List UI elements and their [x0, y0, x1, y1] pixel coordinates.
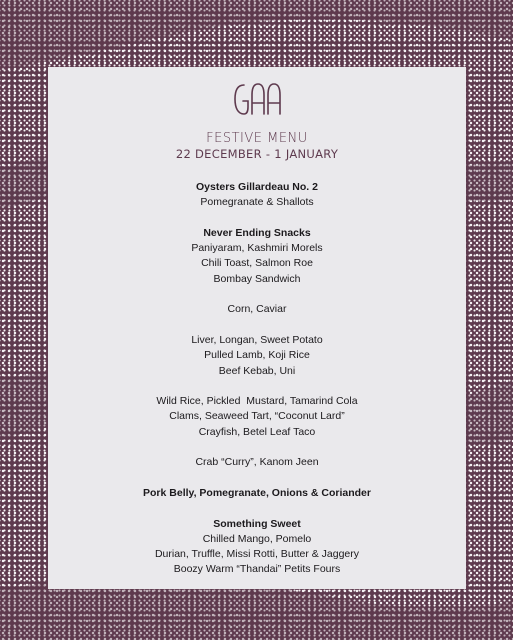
menu-item: Chilled Mango, Pomelo	[202, 532, 312, 545]
menu-item: Corn, Caviar	[227, 303, 287, 316]
course-title: Pork Belly, Pomegranate, Onions & Coriander	[143, 486, 371, 499]
course-title: Something Sweet	[213, 517, 301, 530]
menu-section	[48, 394, 466, 440]
menu-section	[48, 333, 466, 379]
menu-section	[48, 517, 466, 578]
course-title: Never Ending Snacks	[203, 226, 311, 239]
section-gap	[48, 501, 466, 516]
menu-section	[48, 180, 466, 211]
section-gap	[48, 211, 466, 226]
menu-dates: 22 DECEMBER - 1 JANUARY	[175, 147, 339, 161]
menu-item: Beef Kebab, Uni	[218, 364, 296, 377]
restaurant-logo	[232, 79, 282, 119]
section-gap	[48, 471, 466, 486]
section-gap	[48, 440, 466, 455]
menu-item: Liver, Longan, Sweet Potato	[191, 333, 323, 346]
menu-section	[48, 486, 466, 501]
menu-card	[48, 67, 466, 589]
menu-item: Pulled Lamb, Koji Rice	[204, 349, 310, 362]
menu-item: Crayfish, Betel Leaf Taco	[198, 425, 316, 438]
section-gap	[48, 318, 466, 333]
menu-section	[48, 302, 466, 317]
menu-item: Paniyaram, Kashmiri Morels	[191, 242, 323, 255]
menu-title: FESTIVE MENU	[206, 131, 308, 146]
menu-section	[48, 226, 466, 287]
menu-item: Boozy Warm “Thandai” Petits Fours	[173, 563, 341, 576]
menu-item: Crab “Curry”, Kanom Jeen	[195, 456, 319, 469]
menu-item: Clams, Seaweed Tart, “Coconut Lard”	[169, 410, 345, 423]
menu-item: Chili Toast, Salmon Roe	[201, 257, 313, 270]
section-gap	[48, 287, 466, 302]
menu-item: Pomegranate & Shallots	[200, 196, 314, 209]
menu-item: Wild Rice, Pickled Mustard, Tamarind Cola	[156, 395, 358, 408]
menu-list	[48, 180, 466, 578]
menu-item: Bombay Sandwich	[213, 272, 301, 285]
section-gap	[48, 379, 466, 394]
menu-item: Durian, Truffle, Missi Rotti, Butter & Jaggery	[154, 548, 360, 561]
course-title: Oysters Gillardeau No. 2	[196, 181, 318, 193]
menu-section	[48, 455, 466, 470]
